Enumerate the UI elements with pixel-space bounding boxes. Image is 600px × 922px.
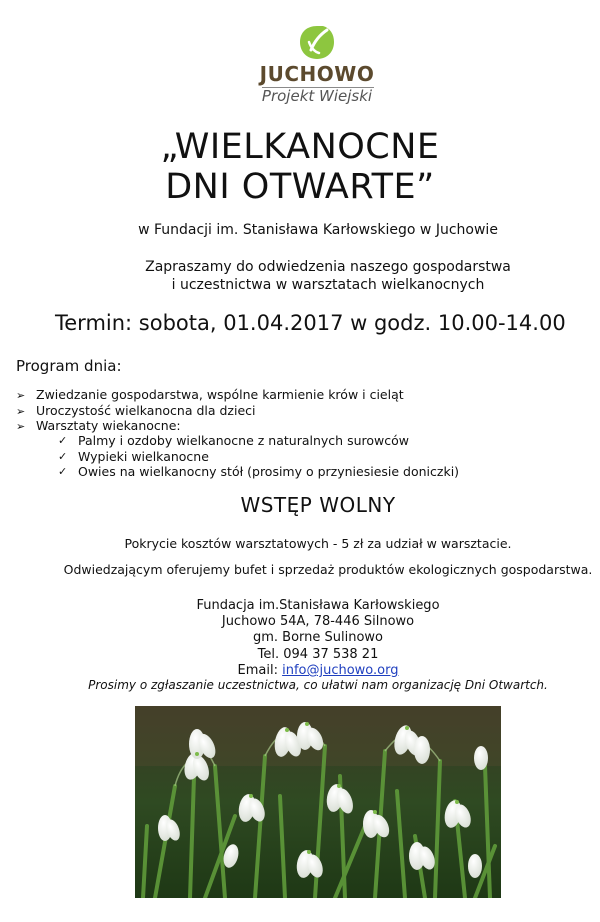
logo-leaf-icon <box>297 22 337 62</box>
email-link[interactable]: info@juchowo.org <box>282 663 399 678</box>
checkmark-icon: ✓ <box>58 465 68 478</box>
email-label: Email: <box>237 663 283 678</box>
checkmark-icon: ✓ <box>58 434 68 447</box>
arrow-bullet-icon: ➢ <box>16 389 26 402</box>
invitation-line2: i uczestnictwa w warsztatach wielkanocnych <box>171 277 485 293</box>
event-date: Termin: sobota, 01.04.2017 w godz. 10.00-14.00 <box>55 311 566 335</box>
contact-email-line <box>18 662 600 679</box>
checkmark-icon: ✓ <box>58 450 68 463</box>
free-entry-heading: WSTĘP WOLNY <box>240 493 396 517</box>
registration-note: Prosimy o zgłaszanie uczestnictwa, co ułatwi nam organizację Dni Otwartch. <box>88 678 548 692</box>
arrow-bullet-icon: ➢ <box>16 420 26 433</box>
buffet-note: Odwiedzającym oferujemy bufet i sprzedaż produktów ekologicznych gospodarstwa. <box>63 562 593 577</box>
contact-phone: Tel. 094 37 538 21 <box>257 647 379 662</box>
contact-org: Fundacja im.Stanisława Karłowskiego <box>196 598 440 613</box>
snowdrops-photo <box>135 706 501 898</box>
program-heading: Program dnia: <box>16 357 122 375</box>
contact-municipality: gm. Borne Sulinowo <box>252 630 384 645</box>
logo-name: JUCHOWO <box>259 62 375 86</box>
event-title-line1: „WIELKANOCNE <box>160 127 440 167</box>
foundation-line: w Fundacji im. Stanisława Karłowskiego w Juchowie <box>138 222 498 238</box>
arrow-bullet-icon: ➢ <box>16 405 26 418</box>
invitation-line1: Zapraszamy do odwiedzenia naszego gospodarstwa <box>145 259 511 275</box>
cost-note: Pokrycie kosztów warsztatowych - 5 zł za udział w warsztacie. <box>124 536 512 551</box>
invitation <box>28 258 600 294</box>
logo-subtitle: Projekt Wiejski <box>261 87 373 105</box>
event-title-line2: DNI OTWARTE” <box>165 167 435 207</box>
contact-address: Juchowo 54A, 78-446 Silnowo <box>221 614 415 629</box>
